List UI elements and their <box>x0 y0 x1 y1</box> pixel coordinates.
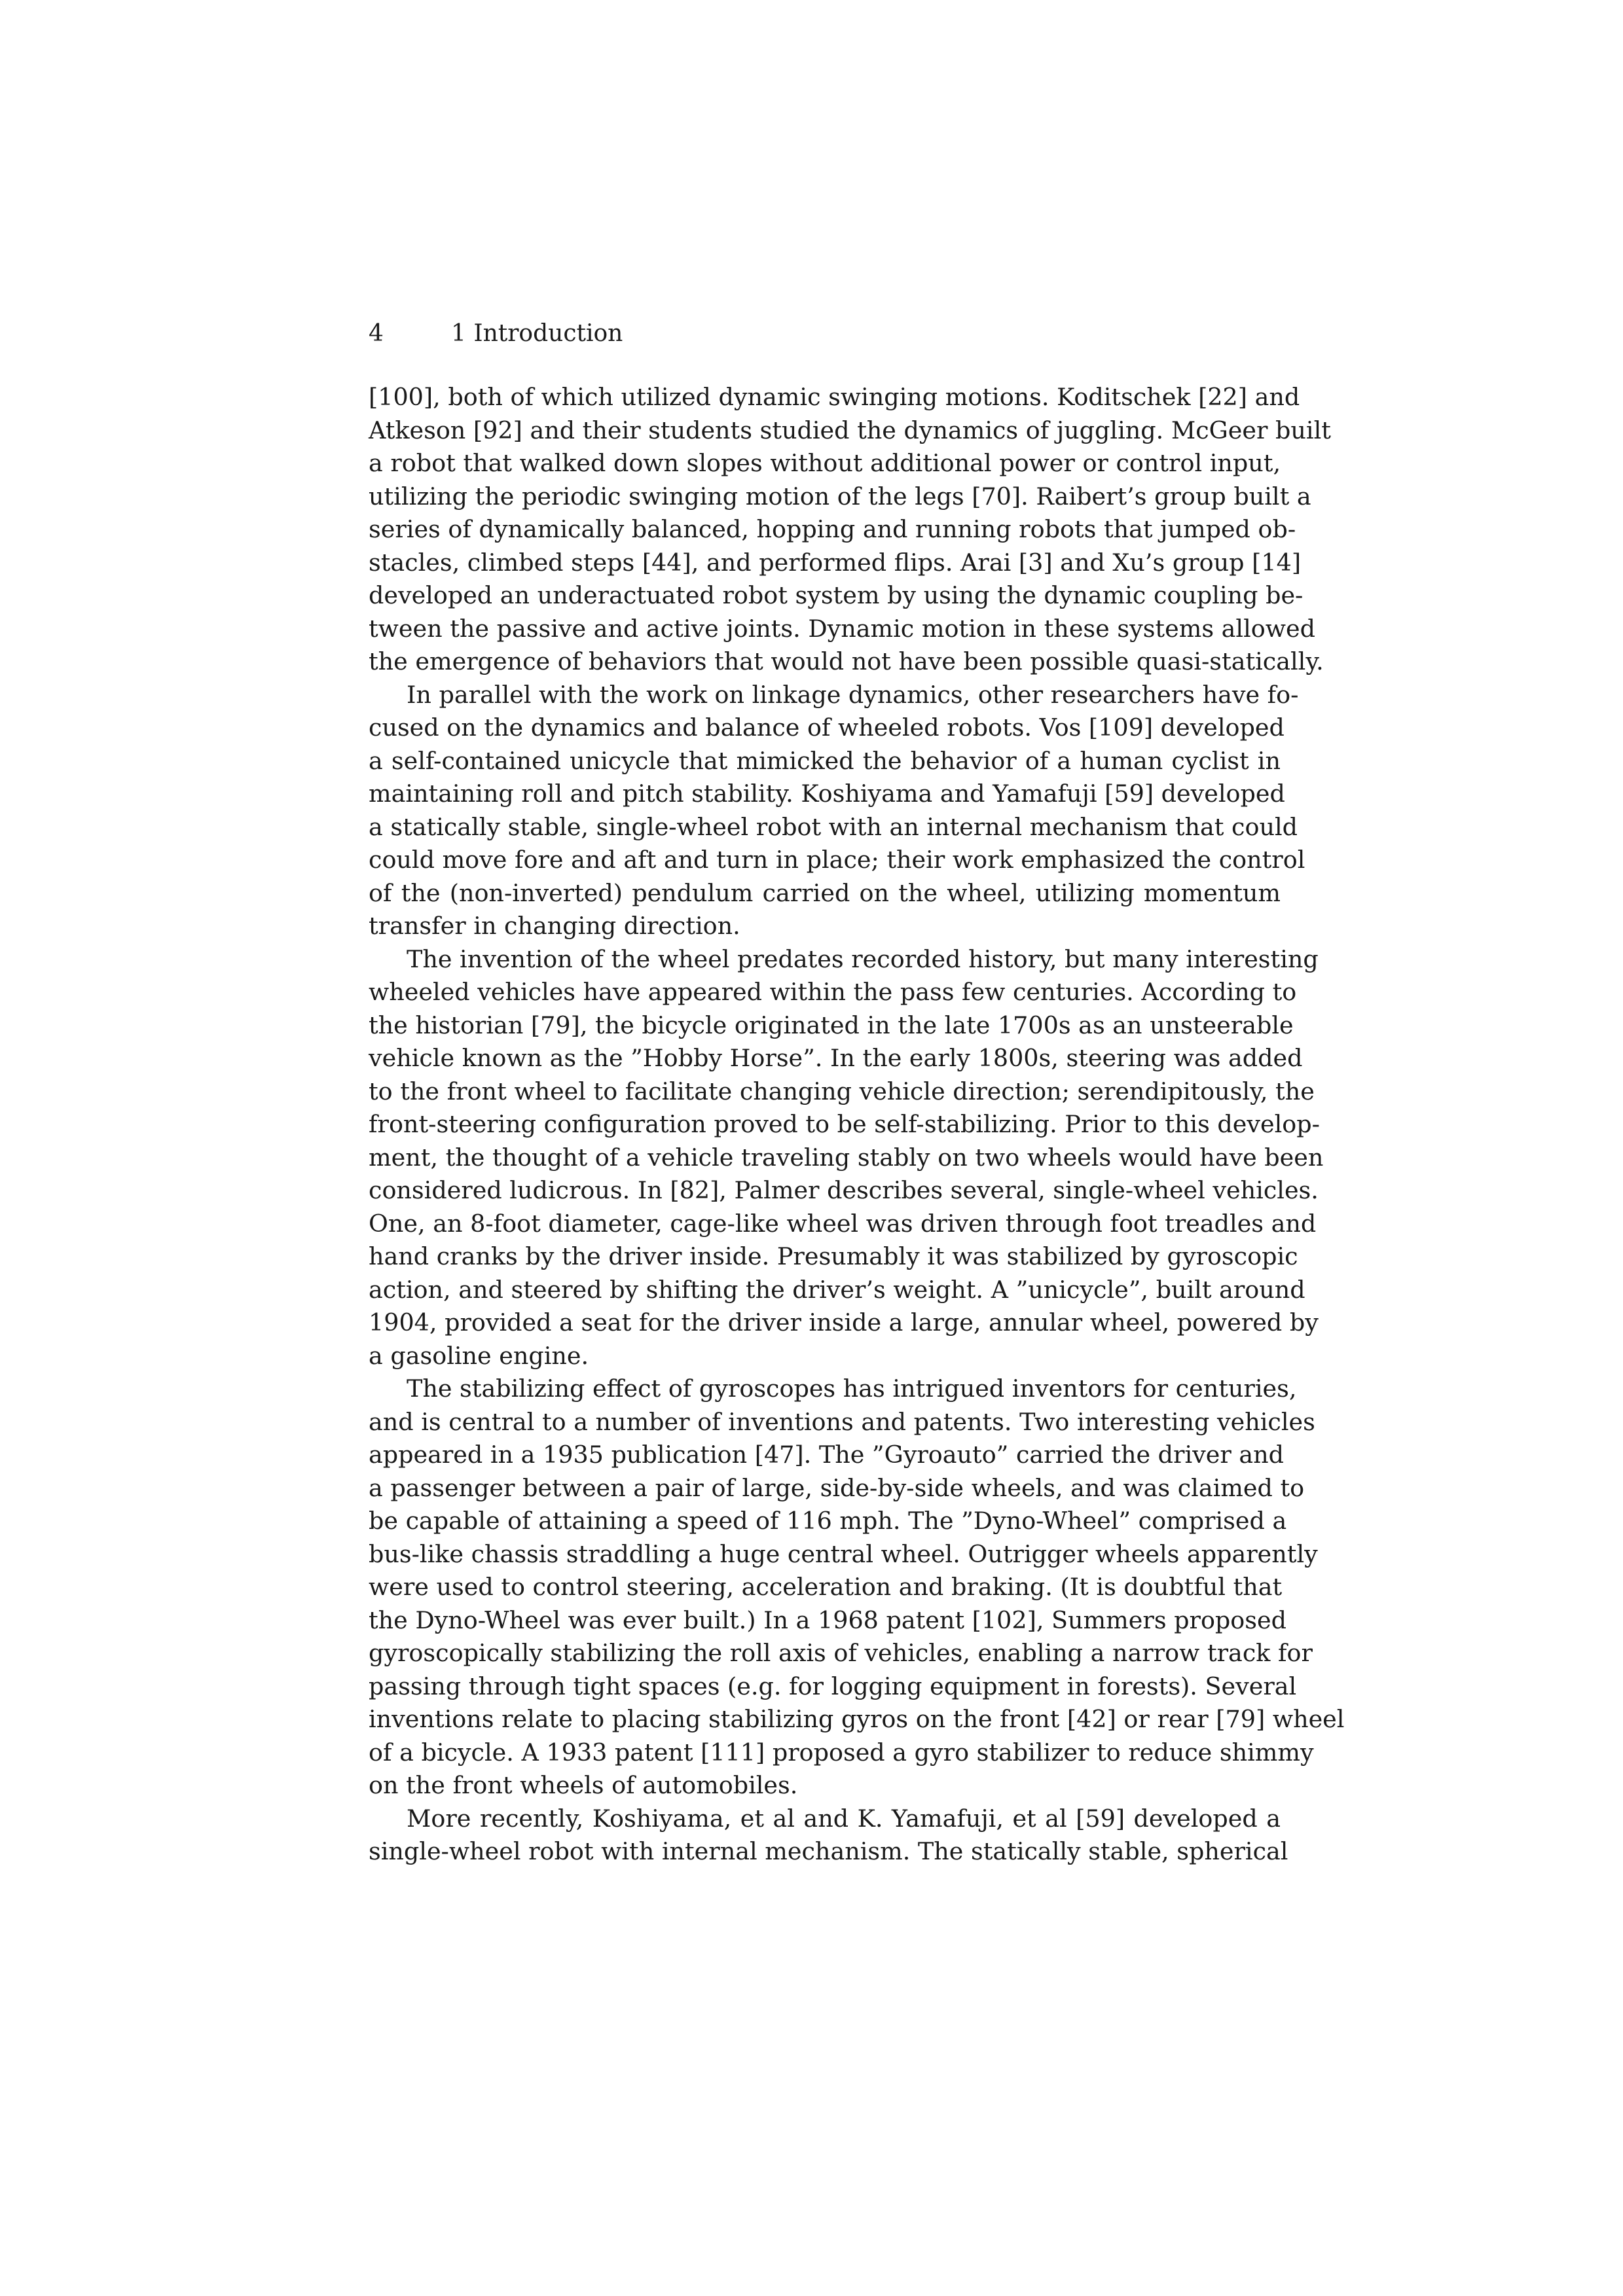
text-line: gyroscopically stabilizing the roll axis of vehicles, enabling a narrow track for <box>369 1639 1313 1667</box>
text-line: on the front wheels of automobiles. <box>369 1771 798 1799</box>
text-line: vehicle known as the ”Hobby Horse”. In the early 1800s, steering was added <box>369 1044 1303 1072</box>
text-line: Atkeson [92] and their students studied the dynamics of juggling. McGeer built <box>369 416 1331 444</box>
text-line: The stabilizing effect of gyroscopes has intrigued inventors for centuries, <box>407 1374 1297 1403</box>
text-line: of the (non-inverted) pendulum carried on the wheel, utilizing momentum <box>369 878 1281 907</box>
text-line: single-wheel robot with internal mechanism. The statically stable, spherical <box>369 1837 1288 1865</box>
text-line: action, and steered by shifting the driver’s weight. A ”unicycle”, built around <box>369 1275 1305 1304</box>
text-line: considered ludicrous. In [82], Palmer describes several, single-wheel vehicles. <box>369 1176 1319 1204</box>
text-line: stacles, climbed steps [44], and performed flips. Arai [3] and Xu’s group [14] <box>369 548 1302 577</box>
text-line: the historian [79], the bicycle originated in the late 1700s as an unsteerable <box>369 1011 1294 1039</box>
text-line: In parallel with the work on linkage dynamics, other researchers have fo- <box>407 680 1299 709</box>
text-line: a passenger between a pair of large, side-by-side wheels, and was claimed to <box>369 1473 1305 1502</box>
text-line: inventions relate to placing stabilizing gyros on the front [42] or rear [79] wheel <box>369 1705 1345 1733</box>
text-line: a statically stable, single-wheel robot with an internal mechanism that could <box>369 812 1298 841</box>
paragraph <box>369 679 1305 943</box>
text-line: the Dyno-Wheel was ever built.) In a 1968 patent [102], Summers proposed <box>369 1605 1286 1634</box>
page-number: 4 <box>369 320 384 347</box>
text-line: transfer in changing direction. <box>369 912 740 940</box>
paragraph <box>369 381 1331 679</box>
text-line: were used to control steering, acceleration and braking. (It is doubtful that <box>369 1573 1283 1601</box>
text-line: utilizing the periodic swinging motion of the legs [70]. Raibert’s group built a <box>369 482 1311 511</box>
text-line: and is central to a number of inventions and patents. Two interesting vehicles <box>369 1407 1315 1436</box>
paragraph <box>369 1803 1288 1869</box>
text-line: front-steering configuration proved to be self-stabilizing. Prior to this develop- <box>369 1110 1320 1138</box>
text-line: to the front wheel to facilitate changing vehicle direction; serendipitously, the <box>369 1077 1315 1105</box>
text-line: a robot that walked down slopes without additional power or control input, <box>369 449 1281 477</box>
text-line: The invention of the wheel predates recorded history, but many interesting <box>407 944 1319 973</box>
text-line: ment, the thought of a vehicle traveling stably on two wheels would have been <box>369 1143 1324 1172</box>
running-head <box>369 319 1285 348</box>
text-line: cused on the dynamics and balance of wheeled robots. Vos [109] developed <box>369 713 1285 742</box>
text-line: could move fore and aft and turn in place; their work emphasized the control <box>369 846 1305 874</box>
text-line: 1904, provided a seat for the driver inside a large, annular wheel, powered by <box>369 1308 1319 1336</box>
text-line: wheeled vehicles have appeared within the pass few centuries. According to <box>369 978 1297 1006</box>
paragraph <box>369 1372 1345 1803</box>
text-line: tween the passive and active joints. Dynamic motion in these systems allowed <box>369 614 1315 643</box>
text-line: More recently, Koshiyama, et al and K. Yamafuji, et al [59] developed a <box>407 1804 1281 1833</box>
text-line: [100], both of which utilized dynamic swinging motions. Koditschek [22] and <box>369 383 1300 411</box>
text-line: of a bicycle. A 1933 patent [111] proposed a gyro stabilizer to reduce shimmy <box>369 1738 1314 1767</box>
text-line: passing through tight spaces (e.g. for logging equipment in forests). Several <box>369 1672 1297 1700</box>
text-line: maintaining roll and pitch stability. Koshiyama and Yamafuji [59] developed <box>369 780 1285 808</box>
paragraph <box>369 943 1324 1373</box>
text-line: the emergence of behaviors that would not have been possible quasi-statically. <box>369 647 1324 675</box>
text-line: hand cranks by the driver inside. Presumably it was stabilized by gyroscopic <box>369 1242 1298 1270</box>
text-line: One, an 8-foot diameter, cage-like wheel was driven through foot treadles and <box>369 1209 1317 1238</box>
text-line: developed an underactuated robot system by using the dynamic coupling be- <box>369 581 1304 609</box>
text-line: a self-contained unicycle that mimicked the behavior of a human cyclist in <box>369 746 1281 775</box>
text-line: appeared in a 1935 publication [47]. The ”Gyroauto” carried the driver and <box>369 1441 1285 1469</box>
text-line: series of dynamically balanced, hopping and running robots that jumped ob- <box>369 515 1296 543</box>
text-line: bus-like chassis straddling a huge central wheel. Outrigger wheels apparently <box>369 1539 1318 1568</box>
chapter-title: 1 Introduction <box>451 320 623 347</box>
body-text <box>369 381 1345 1869</box>
text-line: be capable of attaining a speed of 116 mph. The ”Dyno-Wheel” comprised a <box>369 1507 1287 1535</box>
text-line: a gasoline engine. <box>369 1341 589 1370</box>
